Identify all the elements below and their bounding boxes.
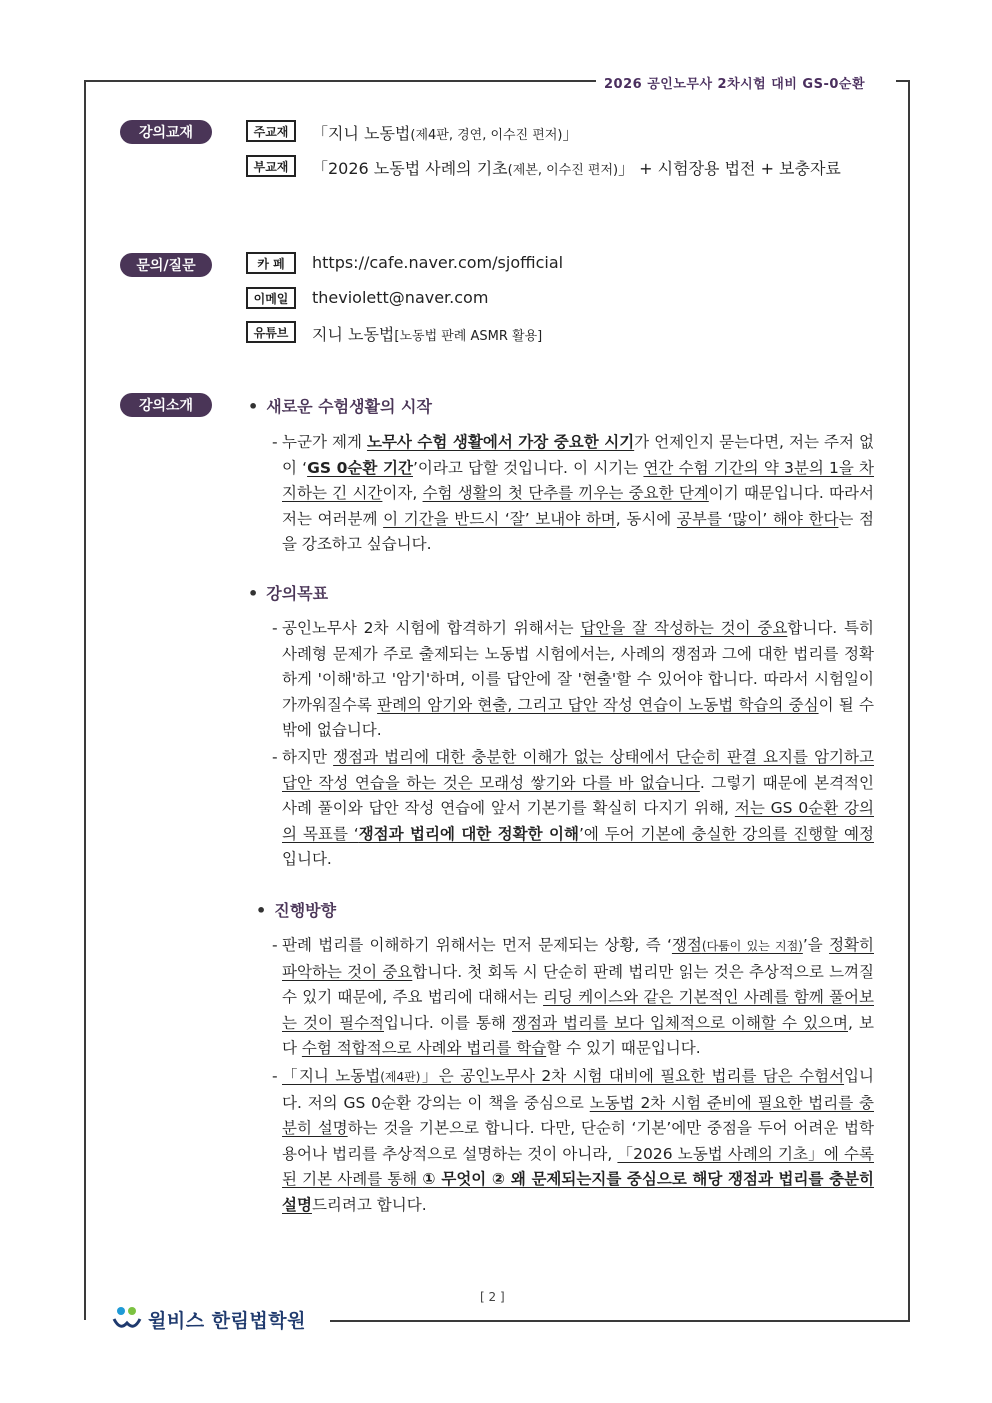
subsection-title-text: 진행방향 [274, 901, 337, 920]
text-run: ’을 [802, 936, 830, 954]
dash-marker: - [272, 1067, 278, 1085]
text-run: 가 언제인지 묻는다면, 저는 주저 없이 ‘ [282, 433, 874, 477]
dash-marker: - [272, 433, 278, 451]
text-run: . 그렇기 때문에 본격적인 사례 풀이와 답안 작성 연습에 앞서 기본기를 확실히 다지기 위해, [282, 773, 874, 817]
email-link[interactable]: theviolett@naver.com [312, 288, 489, 307]
underline-run: 수험 생활의 첫 단추를 끼우는 중요한 단계 [422, 484, 709, 502]
text-run: 공인노무사 2차 시험에 합격하기 위해서는 [282, 619, 581, 637]
bullet-dot: • [248, 584, 259, 603]
frame-left-border [84, 80, 86, 1320]
cafe-link[interactable]: https://cafe.naver.com/sjofficial [312, 253, 564, 272]
paragraph-goal-1 [272, 616, 874, 744]
paragraph-direction-1 [272, 933, 874, 1062]
text-run: 는 점을 강조하고 싶습니다. [282, 509, 875, 553]
underline-run: 공부를 ‘많이’ 해야 한다 [676, 509, 839, 528]
underline-run: 리딩 케이스와 같은 기본적인 사례를 함께 풀어보는 것이 필수적 [282, 988, 874, 1032]
text-run: ’이라고 답할 것입니다. 이 시기는 [412, 458, 644, 477]
underline-run: 「2026 노동법 사례의 기초」에 수록된 기본 사례를 통해 [282, 1144, 874, 1188]
willbes-logo-icon [112, 1305, 142, 1333]
underline-run: ’에 두어 기본에 충실한 강의를 진행할 예정 [578, 824, 874, 843]
bullet-dot: • [248, 397, 259, 416]
sub-textbook-text [312, 156, 841, 179]
underline-run: 연간 수험 기간의 약 3분의 1을 차지하는 긴 시간 [282, 458, 875, 502]
main-textbook-tag: 주교재 [246, 120, 296, 142]
cafe-tag: 카 페 [246, 252, 296, 274]
emphasis-run: 쟁점과 법리에 대한 정확한 이해 [358, 824, 579, 843]
underline-run: 판례의 암기와 현출, 그리고 답안 작성 연습이 노동법 학습의 중심 [377, 695, 819, 714]
text-run: , 동시에 [615, 509, 677, 528]
paragraph-start [272, 430, 875, 558]
text-run: 입니다. [282, 850, 332, 868]
text-run: 이기 때문입니다. 따라서 저는 여러분께 [282, 484, 874, 528]
frame-bottom-border [330, 1320, 910, 1322]
text-run: 하는 것을 기본으로 합니다. 다만, 단순히 ‘기본’에만 중점을 두어 어려운 법학 용어나 법리를 추상적으로 설명하는 것이 아니라, [282, 1119, 874, 1163]
dash-marker: - [272, 619, 278, 637]
text-run: 이 될 수밖에 없습니다. [282, 695, 874, 739]
underline-run: 쟁점과 법리를 보다 입체적으로 이해할 수 있으며 [512, 1013, 848, 1032]
youtube-text [312, 322, 542, 345]
emphasis-run: 노무사 수험 생활에서 가장 중요한 시기 [366, 433, 635, 451]
text-run: 입니다. 이를 통해 [384, 1013, 513, 1032]
underline-run: 답안을 잘 작성하는 것이 중요 [580, 619, 788, 637]
underline-run: 」은 공인노무사 2차 시험 대비에 필요한 법리를 담은 수험서 [420, 1067, 845, 1085]
bullet-dot: • [256, 901, 267, 920]
subsection-title-direction [256, 898, 336, 921]
text-run: 드리려고 합니다. [311, 1195, 427, 1214]
underline-run: 저는 GS 0순환 강의의 목표를 ‘ [282, 799, 874, 843]
text-run: , 보다 [282, 1013, 874, 1057]
main-textbook-text [312, 121, 579, 144]
paragraph-goal-2 [272, 745, 874, 873]
underline-run: 이 기간을 반드시 ‘잘’ 보내야 하며 [383, 509, 616, 528]
subsection-title-text: 강의목표 [266, 584, 329, 603]
section-label-contact: 문의/질문 [120, 253, 212, 277]
text-run: 입니다. 저의 GS 0순환 강의는 이 책을 중심으로 [282, 1067, 874, 1112]
youtube-channel: 지니 노동법 [312, 325, 395, 344]
page-number: [ 2 ] [480, 1290, 505, 1304]
text-run: 이자, [382, 484, 423, 502]
youtube-tag: 유튜브 [246, 321, 296, 343]
text-run: 하지만 [282, 748, 334, 766]
emphasis-run: ① 무엇이 ② 왜 문제되는지를 중심으로 해당 쟁점과 법리를 충분히 설명 [282, 1170, 874, 1214]
underline-run: 정확히 파악하는 것이 중요 [282, 936, 874, 981]
sub-textbook-edition: (제본, 이수진 편저) [507, 163, 619, 178]
underline-run: 「지니 노동법 [282, 1067, 381, 1085]
page-header-title: 2026 공인노무사 2차시험 대비 GS-0순환 [604, 77, 866, 92]
youtube-note: [노동법 판례 ASMR 활용] [394, 329, 543, 344]
text-run: 할 수 있기 때문입니다. [546, 1039, 701, 1057]
dash-marker: - [272, 748, 278, 766]
text-run: 판례 법리를 이해하기 위해서는 먼저 문제되는 상황, 즉 ‘ [282, 936, 672, 954]
dash-marker: - [272, 936, 278, 954]
section-label-materials: 강의교재 [120, 120, 212, 144]
sub-textbook-extra: 」 + 시험장용 법전 + 보충자료 [618, 159, 841, 178]
text-run: 합니다. 특히 사례형 문제가 주로 출제되는 노동법 시험에서는, 사례의 쟁점과 그에 대한 법리를 정확하게 '이해'하고 '암기'하며, 이를 답안에 잘 '현출'할 수 있어야 합니다. 따라서 시험일이 가까워질수록 [282, 619, 874, 714]
main-textbook-close: 」 [562, 124, 579, 143]
underline-small-run: (다툼이 있는 지점) [701, 939, 803, 953]
main-textbook-title: 「지니 노동법 [312, 124, 411, 143]
academy-logo [112, 1305, 306, 1333]
main-textbook-edition: (제4판, 경연, 이수진 편저) [410, 128, 563, 143]
logo-text: 윌비스 한림법학원 [148, 1309, 306, 1332]
paragraph-direction-2 [272, 1064, 875, 1218]
section-label-intro: 강의소개 [120, 393, 212, 417]
underline-run: 수험 적합적으로 사례와 법리를 학습 [301, 1039, 547, 1057]
underline-run: 쟁점과 법리에 대한 충분한 이해가 없는 상태에서 단순히 판결 요지를 암기하고 답안 작성 연습을 하는 것은 모래성 쌓기와 다를 바 없습니다 [282, 748, 874, 792]
sub-textbook-tag: 부교재 [246, 155, 296, 177]
frame-right-border [908, 80, 910, 1320]
underline-run: 쟁점 [671, 936, 702, 954]
email-tag: 이메일 [246, 287, 296, 309]
subsection-title-start [248, 394, 432, 417]
text-run: 합니다. 첫 회독 시 단순히 판례 법리만 읽는 것은 추상적으로 느껴질 수 있기 때문에, 주요 법리에 대해서는 [282, 962, 874, 1006]
text-run: 누군가 제게 [282, 433, 367, 451]
subsection-title-goal [248, 581, 328, 604]
underline-small-run: (제4판) [380, 1070, 421, 1084]
underline-run: 노동법 2차 시험 준비에 필요한 법리를 충분히 설명 [282, 1093, 875, 1137]
sub-textbook-title: 「2026 노동법 사례의 기초 [312, 159, 508, 178]
emphasis-run: GS 0순환 기간 [307, 458, 413, 477]
subsection-title-text: 새로운 수험생활의 시작 [266, 397, 432, 416]
